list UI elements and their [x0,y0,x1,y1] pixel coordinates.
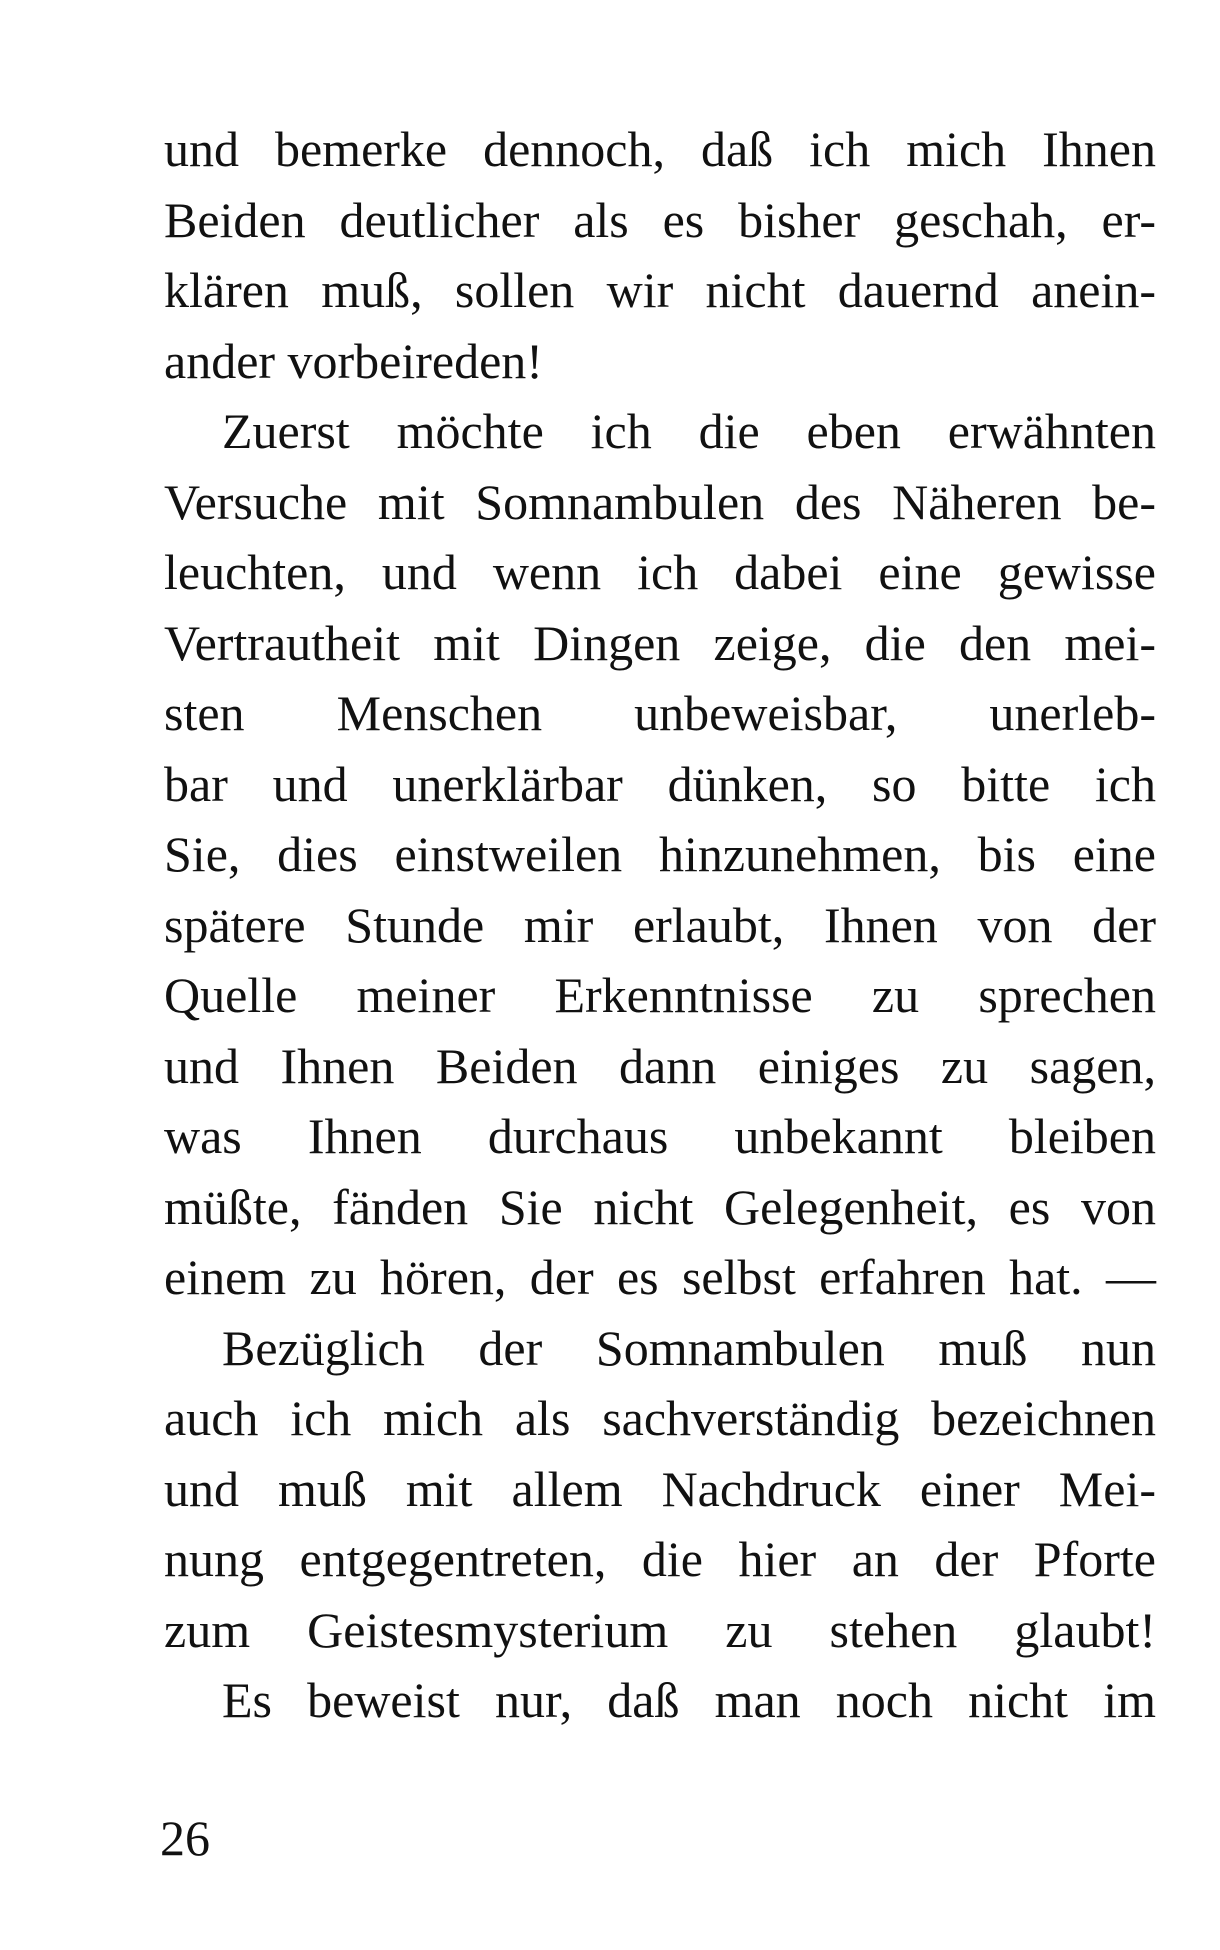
text-line: müßte, fänden Sie nicht Gelegenheit, es von [164,1178,1156,1235]
text-line: Sie, dies einstweilen hinzunehmen, bis eine [164,826,1156,882]
text-line: Zuerst möchte ich die eben erwähnten [222,403,1156,459]
text-line: und bemerke dennoch, daß ich mich Ihnen [164,121,1156,177]
text-line: Es beweist nur, daß man noch nicht im [222,1672,1156,1728]
text-line: sten Menschen unbeweisbar, unerleb- [164,685,1156,741]
text-line: und muß mit allem Nachdruck einer Mei- [164,1460,1156,1517]
text-line: was Ihnen durchaus unbekannt bleiben [164,1108,1156,1164]
text-line: und Ihnen Beiden dann einiges zu sagen, [164,1037,1156,1094]
text-line: klären muß, sollen wir nicht dauernd anein- [164,262,1156,318]
text-line: Bezüglich der Somnambulen muß nun [222,1319,1156,1376]
text-line: leuchten, und wenn ich dabei eine gewisse [164,544,1156,600]
page-number: 26 [160,1810,210,1866]
text-line: Beiden deutlicher als es bisher geschah, er- [164,191,1156,248]
text-line: ander vorbeireden! [164,332,543,389]
text-line: einem zu hören, der es selbst erfahren hat. — [164,1249,1156,1305]
text-line: Quelle meiner Erkenntnisse zu sprechen [164,967,1156,1023]
text-line: bar und unerklärbar dünken, so bitte ich [164,755,1156,812]
text-line: Vertrautheit mit Dingen zeige, die den mei- [164,614,1156,671]
text-line: spätere Stunde mir erlaubt, Ihnen von der [164,896,1156,953]
body-text [164,114,1156,1736]
text-line: auch ich mich als sachverständig bezeichnen [164,1390,1156,1446]
text-line: nung entgegentreten, die hier an der Pforte [164,1531,1156,1587]
text-line: zum Geistesmysterium zu stehen glaubt! [164,1601,1156,1658]
text-line: Versuche mit Somnambulen des Näheren be- [164,473,1156,530]
